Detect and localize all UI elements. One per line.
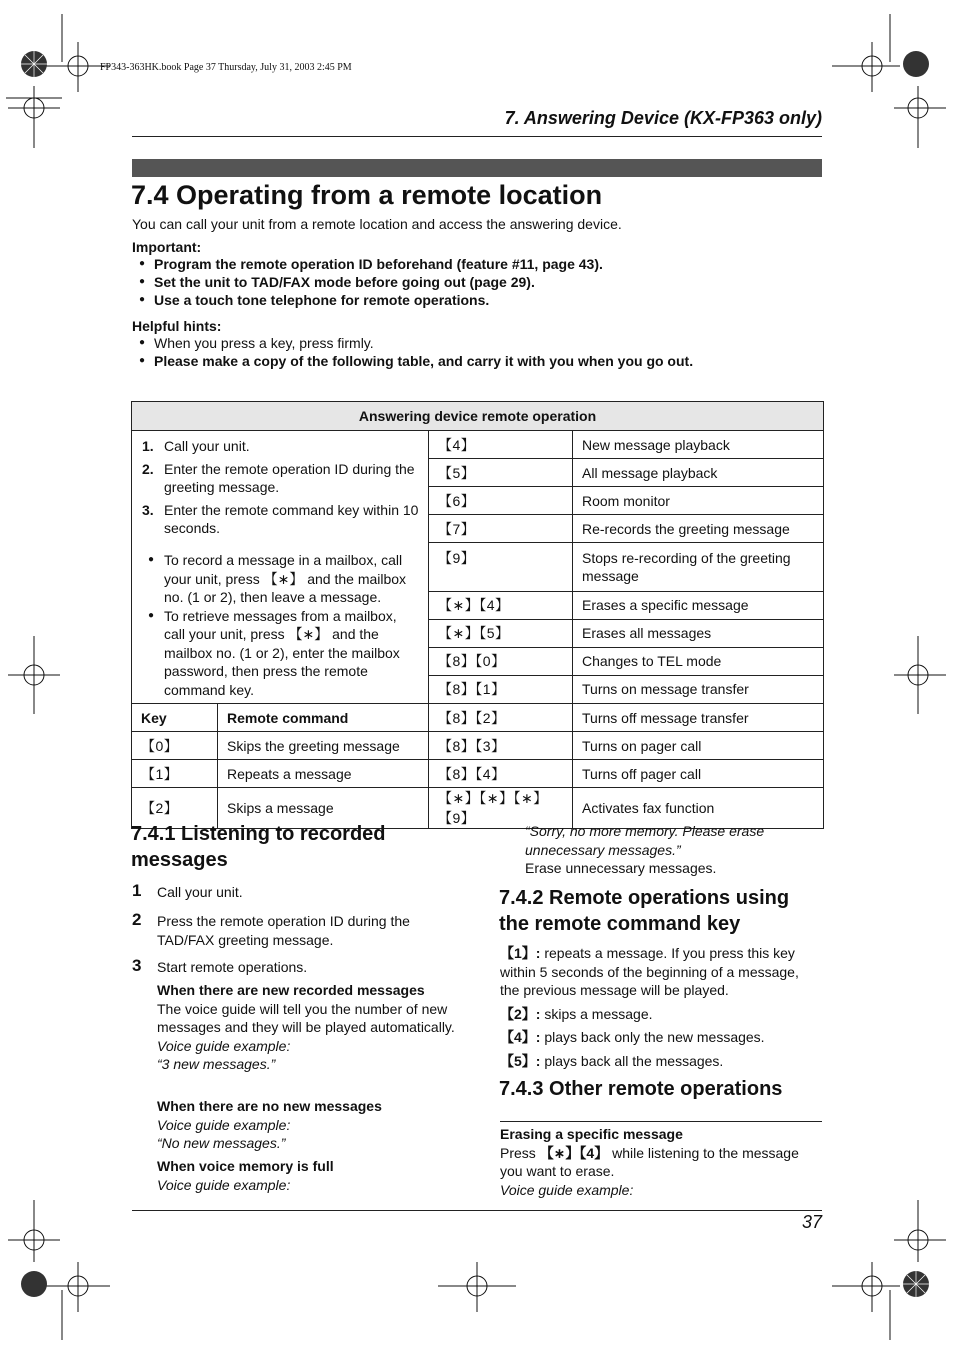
example-text: “Sorry, no more memory. Please erase unnecessary messages.”: [525, 823, 765, 858]
book-info-line: FP343-363HK.book Page 37 Thursday, July 31, 2003 2:45 PM: [100, 62, 352, 73]
list-item: 【1】: repeats a message. If you press this key within 5 seconds of the beginning of a message, the previous message will be played.: [500, 945, 799, 998]
step-number: 3: [132, 956, 142, 975]
memory-full-heading: When voice memory is full: [157, 1158, 334, 1174]
erase-message-block: [500, 1125, 822, 1199]
page-title: 7.4 Operating from a remote location: [131, 180, 603, 210]
command-cell: Turns on message transfer: [573, 675, 824, 703]
example-label: Voice guide example:: [157, 1176, 291, 1193]
key-cell: 【0】: [132, 732, 218, 760]
key-cell: 【∗】【4】: [429, 591, 573, 619]
command-cell: Stops re-recording of the greeting message: [573, 543, 824, 591]
instructions-cell: [132, 431, 429, 704]
page-number: 37: [801, 1212, 822, 1232]
step-number: 1: [132, 881, 142, 900]
example-text: “No new messages.”: [157, 1135, 286, 1151]
new-messages-text: The voice guide will tell you the number of new messages and they will be played automatically.: [157, 1000, 455, 1035]
command-cell: Skips the greeting message: [218, 732, 429, 760]
command-cell: Re-records the greeting message: [573, 515, 824, 543]
command-cell: All message playback: [573, 459, 824, 487]
step-text: Start remote operations.: [157, 959, 308, 975]
command-cell: Turns off message transfer: [573, 704, 824, 732]
footer-rule: [132, 1210, 822, 1211]
important-list: [132, 255, 822, 309]
example-label: Voice guide example:: [157, 1116, 291, 1133]
key-cell: 【5】: [429, 459, 573, 487]
command-cell: Turns on pager call: [573, 732, 824, 760]
list-item: 1. Call your unit.: [142, 438, 250, 454]
key-cell: 【8】【3】: [429, 732, 573, 760]
memory-full-continued: [525, 822, 815, 878]
memory-full-action: Erase unnecessary messages.: [525, 860, 717, 876]
new-messages-block: [157, 981, 457, 1074]
command-cell: Erases a specific message: [573, 591, 824, 619]
command-header: Remote command: [218, 704, 429, 732]
erase-text: Press 【∗】【4】 while listening to the message you want to erase.: [500, 1144, 799, 1179]
list-item: 【2】: skips a message.: [500, 1005, 653, 1022]
section-7-4-2-title: 7.4.2 Remote operations using the remote command key: [499, 887, 790, 935]
table-caption: Answering device remote operation: [132, 402, 824, 431]
section-rule: [500, 1121, 822, 1122]
key-cell: 【8】【2】: [429, 704, 573, 732]
command-key-list: [500, 944, 822, 1070]
step-text: Call your unit.: [157, 884, 243, 900]
instruction-steps: [140, 437, 420, 537]
list-item: ● Please make a copy of the following table, and carry it with you when you go out.: [132, 352, 822, 370]
example-label: Voice guide example:: [157, 1037, 291, 1054]
header-rule: [132, 136, 822, 137]
no-messages-block: [157, 1097, 457, 1153]
chapter-header: 7. Answering Device (KX-FP363 only): [504, 108, 822, 128]
list-item: ● Program the remote operation ID beforehand (feature #11, page 43).: [132, 255, 822, 273]
hints-label: Helpful hints:: [132, 318, 222, 334]
list-item: ● To record a message in a mailbox, call your unit, press 【∗】 and the mailbox no. (1 or 2), then leave a message.: [140, 551, 420, 607]
example-label: Voice guide example:: [500, 1181, 634, 1198]
list-item: 3. Enter the remote command key within 10 seconds.: [142, 502, 419, 536]
key-header: Key: [132, 704, 218, 732]
list-item: ● Set the unit to TAD/FAX mode before going out (page 29).: [132, 273, 822, 291]
new-messages-heading: When there are new recorded messages: [157, 982, 425, 998]
command-cell: Room monitor: [573, 487, 824, 515]
section-bar: [132, 159, 822, 177]
key-cell: 【8】【4】: [429, 760, 573, 788]
list-item: ● Use a touch tone telephone for remote operations.: [132, 291, 822, 309]
list-item: ● To retrieve messages from a mailbox, call your unit, press 【∗】 and the mailbox no. (1 or 2), enter the mailbox password, then press the remote command key.: [140, 607, 420, 700]
key-cell: 【9】: [429, 543, 573, 591]
command-cell: Skips a message: [218, 788, 429, 829]
command-cell: New message playback: [573, 431, 824, 459]
key-cell: 【∗】【∗】【∗】【9】: [429, 788, 573, 829]
key-cell: 【8】【1】: [429, 675, 573, 703]
key-cell: 【6】: [429, 487, 573, 515]
step-number: 2: [132, 910, 142, 929]
command-cell: Erases all messages: [573, 619, 824, 647]
key-cell: 【7】: [429, 515, 573, 543]
important-label: Important:: [132, 239, 202, 255]
hints-block: [132, 318, 822, 370]
hints-list: [132, 334, 822, 370]
no-messages-heading: When there are no new messages: [157, 1098, 382, 1114]
remote-operation-table: [131, 401, 824, 829]
important-block: [132, 239, 822, 309]
mailbox-notes: [140, 551, 420, 699]
command-cell: Turns off pager call: [573, 760, 824, 788]
section-7-4-3-title: 7.4.3 Other remote operations: [499, 1078, 783, 1100]
step-text: Press the remote operation ID during the TAD/FAX greeting message.: [157, 913, 410, 948]
command-cell: Changes to TEL mode: [573, 647, 824, 675]
key-cell: 【4】: [429, 431, 573, 459]
command-cell: Repeats a message: [218, 760, 429, 788]
key-cell: 【2】: [132, 788, 218, 829]
list-item: 2. Enter the remote operation ID during the greeting message.: [142, 461, 415, 495]
list-item: 【5】: plays back all the messages.: [500, 1052, 724, 1069]
key-cell: 【∗】【5】: [429, 619, 573, 647]
intro-text: You can call your unit from a remote location and access the answering device.: [132, 216, 622, 232]
list-item: ● When you press a key, press firmly.: [132, 334, 822, 352]
key-cell: 【8】【0】: [429, 647, 573, 675]
command-cell: Activates fax function: [573, 788, 824, 829]
erase-heading: Erasing a specific message: [500, 1126, 683, 1142]
key-cell: 【1】: [132, 760, 218, 788]
list-item: 【4】: plays back only the new messages.: [500, 1029, 765, 1045]
memory-full-block: [157, 1157, 457, 1194]
section-7-4-1-title: 7.4.1 Listening to recorded messages: [131, 823, 386, 871]
example-text: “3 new messages.”: [157, 1056, 276, 1072]
